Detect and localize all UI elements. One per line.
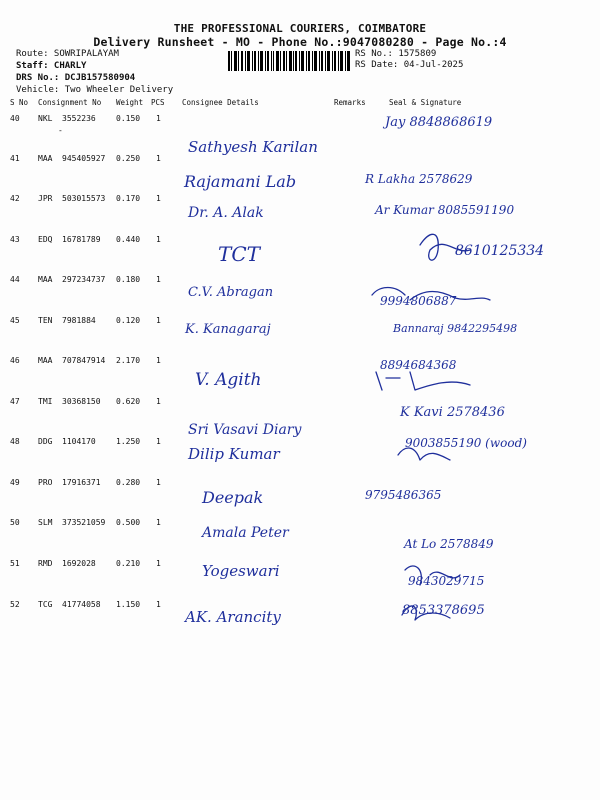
row-consignment-prefix: TMI xyxy=(38,397,53,406)
row-consignment-number: 17916371 xyxy=(62,478,101,487)
barcode-icon xyxy=(228,51,350,71)
row-consignment-number: 297234737 xyxy=(62,275,106,284)
row-sno: 48 xyxy=(10,437,20,446)
row-consignment-prefix: SLM xyxy=(38,518,53,527)
row-consignment-prefix: NKL xyxy=(38,114,53,123)
row-signature-handwriting: 8853378695 xyxy=(402,603,485,618)
row-consignee-handwriting: Dr. A. Alak xyxy=(188,205,264,221)
row-pcs: 1 xyxy=(156,154,161,163)
row-signature-handwriting: K Kavi 2578436 xyxy=(400,405,505,420)
row-sno: 45 xyxy=(10,316,20,325)
row-consignee-handwriting: Dilip Kumar xyxy=(188,445,280,463)
row-consignee-handwriting: C.V. Abragan xyxy=(188,285,274,300)
row-consignee-handwriting: Deepak xyxy=(202,488,264,507)
row-consignee-handwriting: Rajamani Lab xyxy=(184,172,297,191)
row-weight: 0.500 xyxy=(116,518,141,527)
row-pcs: 1 xyxy=(156,437,161,446)
col-pcs-header: PCS xyxy=(151,98,165,107)
row-consignment-prefix: MAA xyxy=(38,275,53,284)
row-pcs: 1 xyxy=(156,478,161,487)
row-consignee-handwriting: Sathyesh Karilan xyxy=(188,138,318,156)
row-sno: 52 xyxy=(10,600,20,609)
row-pcs: 1 xyxy=(156,114,161,123)
row-weight: 2.170 xyxy=(116,356,141,365)
company-title: THE PROFESSIONAL COURIERS, COIMBATORE xyxy=(173,22,427,35)
vehicle-label: Vehicle: Two Wheeler Delivery xyxy=(16,85,174,95)
row-signature-handwriting: At Lo 2578849 xyxy=(404,537,494,551)
row-sno: 50 xyxy=(10,518,20,527)
row-consignment-number: 945405927 xyxy=(62,154,106,163)
row-weight: 0.440 xyxy=(116,235,141,244)
row-pcs: 1 xyxy=(156,600,161,609)
row-consignment-prefix: DDG xyxy=(38,437,53,446)
row-signature-handwriting: 8894684368 xyxy=(380,358,457,372)
row-consignee-handwriting: Amala Peter xyxy=(202,525,289,541)
row-pcs: 1 xyxy=(156,275,161,284)
runsheet-subtitle: Delivery Runsheet - MO - Phone No.:9047080280 - Page No.:4 xyxy=(93,35,507,49)
row-signature-handwriting: 9843029715 xyxy=(408,574,485,588)
row-consignment-number: 16781789 xyxy=(62,235,101,244)
row-sno: 47 xyxy=(10,397,20,406)
row-sno: 51 xyxy=(10,559,20,568)
row-weight: 0.150 xyxy=(116,114,141,123)
row-consignment-number: 30368150 xyxy=(62,397,101,406)
row-consignment-prefix: EDQ xyxy=(38,235,53,244)
row-pcs: 1 xyxy=(156,235,161,244)
row-sno: 40 xyxy=(10,114,20,123)
col-weight-header: Weight xyxy=(116,98,144,107)
row-signature-handwriting: Ar Kumar 8085591190 xyxy=(375,203,515,217)
row-consignee-handwriting: Sri Vasavi Diary xyxy=(188,422,302,438)
row-consignment-prefix: MAA xyxy=(38,356,53,365)
row-weight: 0.180 xyxy=(116,275,141,284)
col-seal-header: Seal & Signature xyxy=(389,98,462,107)
row-consignment-prefix: PRO xyxy=(38,478,53,487)
row-signature-handwriting: 9994806887 xyxy=(380,294,457,308)
row-consignee-handwriting: Yogeswari xyxy=(202,562,280,580)
row-consignment-prefix: TCG xyxy=(38,600,53,609)
row-pcs: 1 xyxy=(156,559,161,568)
row-sno: 44 xyxy=(10,275,20,284)
row-consignment-prefix: RMD xyxy=(38,559,53,568)
rs-date: RS Date: 04-Jul-2025 xyxy=(355,60,464,70)
row-signature-handwriting: Bannaraj 9842295498 xyxy=(393,322,518,335)
row-pcs: 1 xyxy=(156,356,161,365)
col-consignee-header: Consignee Details xyxy=(182,98,259,107)
col-consignment-header: Consignment No xyxy=(38,98,102,107)
row-consignment-number: 1692028 xyxy=(62,559,96,568)
row-consignee-handwriting: AK. Arancity xyxy=(185,608,281,626)
row-weight: 1.250 xyxy=(116,437,141,446)
row-weight: 0.170 xyxy=(116,194,141,203)
row-sno: 42 xyxy=(10,194,20,203)
row-sno: 41 xyxy=(10,154,20,163)
row-pcs: 1 xyxy=(156,397,161,406)
row-signature-handwriting: R Lakha 2578629 xyxy=(365,172,473,186)
rs-number: RS No.: 1575809 xyxy=(355,49,437,59)
row-sno: 46 xyxy=(10,356,20,365)
row-pcs: 1 xyxy=(156,316,161,325)
row-consignee-handwriting: K. Kanagaraj xyxy=(185,322,271,337)
row-consignment-number: 707847914 xyxy=(62,356,106,365)
row-pcs: 1 xyxy=(156,194,161,203)
row-consignee-handwriting: TCT xyxy=(218,242,260,266)
row-signature-handwriting: 9795486365 xyxy=(365,488,442,502)
row-signature-handwriting: Jay 8848868619 xyxy=(385,115,493,130)
row-pcs: 1 xyxy=(156,518,161,527)
row-weight: 0.250 xyxy=(116,154,141,163)
row-consignee-handwriting: V. Agith xyxy=(195,370,262,390)
row-consignment-number: 41774058 xyxy=(62,600,101,609)
row-consignment-number: 503015573 xyxy=(62,194,106,203)
staff-label: Staff: CHARLY xyxy=(16,61,87,71)
row-weight: 0.210 xyxy=(116,559,141,568)
row-consignment-number: 7981884 xyxy=(62,316,96,325)
row-weight: 0.620 xyxy=(116,397,141,406)
row-consignment-number: 3552236 xyxy=(62,114,96,123)
drs-label: DRS No.: DCJB157580904 xyxy=(16,73,136,83)
signature-scribble-46 xyxy=(376,372,470,390)
route-label: Route: SOWRIPALAYAM xyxy=(16,49,119,59)
row-consignment-number: 373521059 xyxy=(62,518,106,527)
row-sno: 43 xyxy=(10,235,20,244)
row-sno: 49 xyxy=(10,478,20,487)
row-consignment-number: 1104170 xyxy=(62,437,96,446)
row-weight: 0.280 xyxy=(116,478,141,487)
row-consignment-prefix: TEN xyxy=(38,316,53,325)
col-sno-header: S No xyxy=(10,98,29,107)
row-weight: 0.120 xyxy=(116,316,141,325)
row-consignment-prefix: JPR xyxy=(38,194,53,203)
row-weight: 1.150 xyxy=(116,600,141,609)
row-consignment-prefix: MAA xyxy=(38,154,53,163)
row-signature-handwriting: 9003855190 (wood) xyxy=(405,436,527,450)
col-remarks-header: Remarks xyxy=(334,98,366,107)
dash-mark: - xyxy=(58,126,63,135)
row-signature-handwriting: 8610125334 xyxy=(455,243,545,259)
